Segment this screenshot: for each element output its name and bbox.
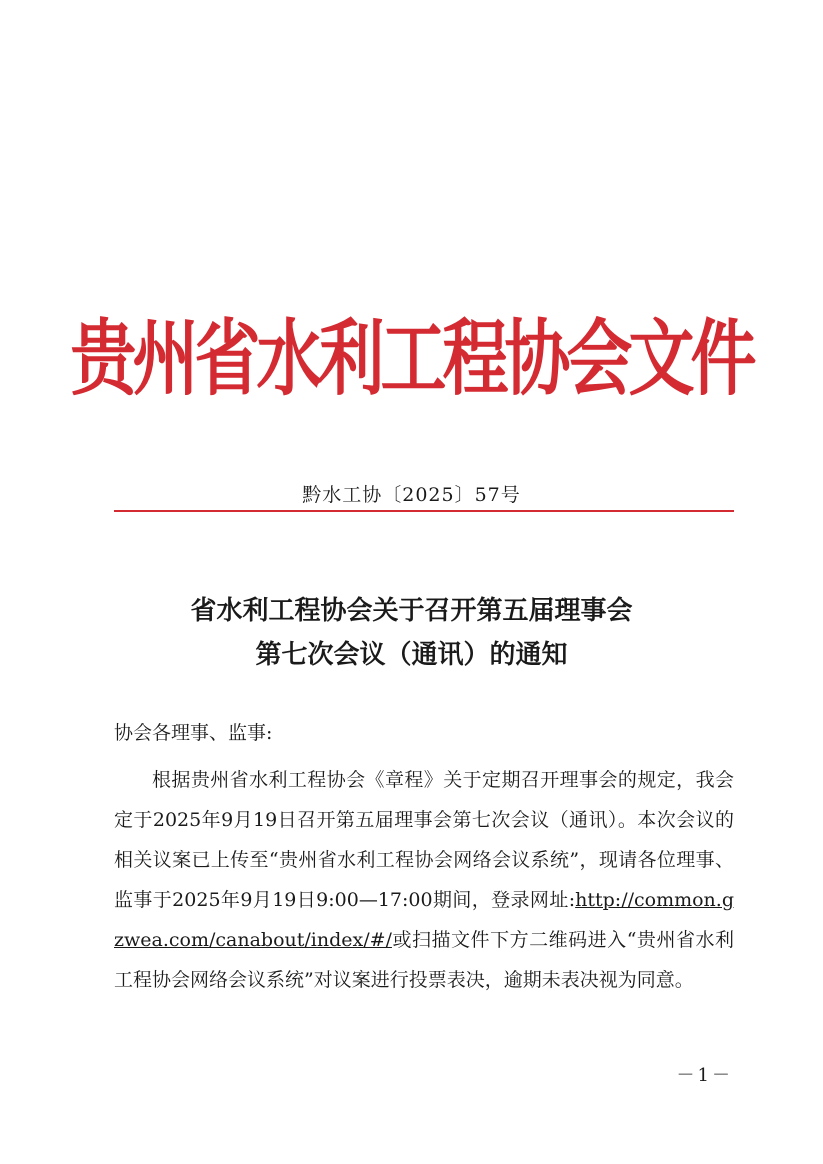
header-divider: [114, 510, 734, 512]
body-text-after-link: 或扫描文件下方二维码进入“贵州省水利工程协会网络会议系统”对议案进行投票表决，逾期未表决视为同意。: [114, 929, 734, 991]
document-number: 黔水工协〔2025〕57号: [302, 484, 521, 506]
page-number: －1－: [676, 1065, 733, 1086]
org-header-title: 贵州省水利工程协会文件: [70, 309, 753, 407]
notice-title-line-2: 第七次会议（通讯）的通知: [255, 640, 568, 670]
addressee: 协会各理事、监事:: [114, 722, 273, 744]
body-text-before-link: 根据贵州省水利工程协会《章程》关于定期召开理事会的规定，我会定于2025年9月19日召开第五届理事会第七次会议（通讯）。本次会议的相关议案已上传至“贵州省水利工程协会网络会议系统”，现请各位理事、监事于2025年9月19日9:00—17:00期间，登录网址:: [114, 769, 734, 911]
notice-title: [0, 589, 823, 677]
notice-title-line-1: 省水利工程协会关于召开第五届理事会: [190, 596, 633, 626]
body-paragraph: [114, 760, 734, 1000]
meeting-system-link[interactable]: http://common.gzwea.com/canabout/index/#/: [114, 889, 734, 951]
